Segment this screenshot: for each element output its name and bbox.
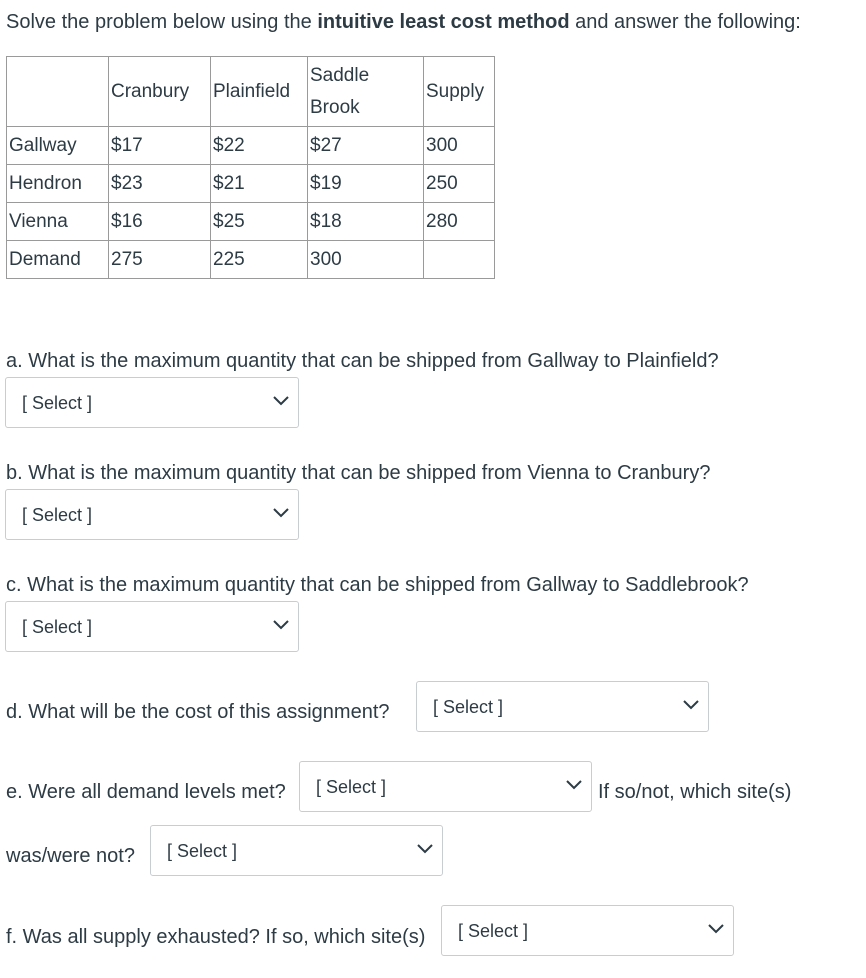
answer-c-select[interactable] [5, 601, 299, 652]
answer-c-select-label: [ Select ] [22, 617, 93, 637]
chevron-down-icon [565, 779, 583, 791]
answer-a-select-label: [ Select ] [22, 393, 93, 413]
table-cell: $19 [308, 165, 424, 203]
answer-e2-select-label: [ Select ] [167, 841, 238, 861]
table-cell: 250 [424, 165, 495, 203]
answer-e2-select[interactable] [150, 825, 443, 876]
answer-f-select-label: [ Select ] [458, 921, 529, 941]
table-row [7, 127, 495, 165]
header-cranbury: Cranbury [109, 57, 211, 127]
table-cell: $21 [211, 165, 308, 203]
table-cell: $27 [308, 127, 424, 165]
table-row [7, 203, 495, 241]
table-cell [424, 241, 495, 279]
answer-d-select[interactable] [416, 681, 709, 732]
chevron-down-icon [707, 923, 725, 935]
table-cell: $25 [211, 203, 308, 241]
header-corner [7, 57, 109, 127]
table-cell: $16 [109, 203, 211, 241]
table-header-row [7, 57, 495, 127]
question-f: f. Was all supply exhausted? If so, which site(s) [6, 926, 426, 948]
header-plainfield: Plainfield [211, 57, 308, 127]
table-cell: $22 [211, 127, 308, 165]
instructions [6, 10, 801, 34]
question-d: d. What will be the cost of this assignment? [6, 701, 390, 723]
question-e-followup: If so/not, which site(s) [598, 781, 792, 803]
chevron-down-icon [682, 699, 700, 711]
table-cell: 275 [109, 241, 211, 279]
question-c: c. What is the maximum quantity that can be shipped from Gallway to Saddlebrook? [6, 574, 749, 596]
row-label: Vienna [7, 203, 109, 241]
question-e: e. Were all demand levels met? [6, 781, 286, 803]
question-a: a. What is the maximum quantity that can be shipped from Gallway to Plainfield? [6, 350, 719, 372]
table-row [7, 241, 495, 279]
chevron-down-icon [272, 395, 290, 407]
answer-e-select-label: [ Select ] [316, 777, 387, 797]
instructions-text-before: Solve the problem below using the [6, 11, 318, 33]
chevron-down-icon [272, 619, 290, 631]
cost-table [6, 56, 495, 279]
chevron-down-icon [416, 843, 434, 855]
header-saddle-brook-label: Saddle Brook [310, 64, 370, 118]
table-cell: $18 [308, 203, 424, 241]
answer-b-select[interactable] [5, 489, 299, 540]
answer-e-select[interactable] [299, 761, 592, 812]
row-label: Hendron [7, 165, 109, 203]
table-cell: 225 [211, 241, 308, 279]
answer-b-select-label: [ Select ] [22, 505, 93, 525]
question-e2: was/were not? [6, 845, 135, 867]
chevron-down-icon [272, 507, 290, 519]
answer-a-select[interactable] [5, 377, 299, 428]
answer-f-select[interactable] [441, 905, 734, 956]
header-supply: Supply [424, 57, 495, 127]
answer-d-select-label: [ Select ] [433, 697, 504, 717]
question-b: b. What is the maximum quantity that can be shipped from Vienna to Cranbury? [6, 462, 711, 484]
table-cell: 280 [424, 203, 495, 241]
header-saddle-brook [308, 57, 424, 127]
row-label: Gallway [7, 127, 109, 165]
row-label: Demand [7, 241, 109, 279]
table-cell: 300 [424, 127, 495, 165]
table-cell: 300 [308, 241, 424, 279]
table-cell: $17 [109, 127, 211, 165]
table-cell: $23 [109, 165, 211, 203]
instructions-text-after: and answer the following: [569, 11, 801, 33]
instructions-method: intuitive least cost method [317, 11, 570, 33]
table-row [7, 165, 495, 203]
